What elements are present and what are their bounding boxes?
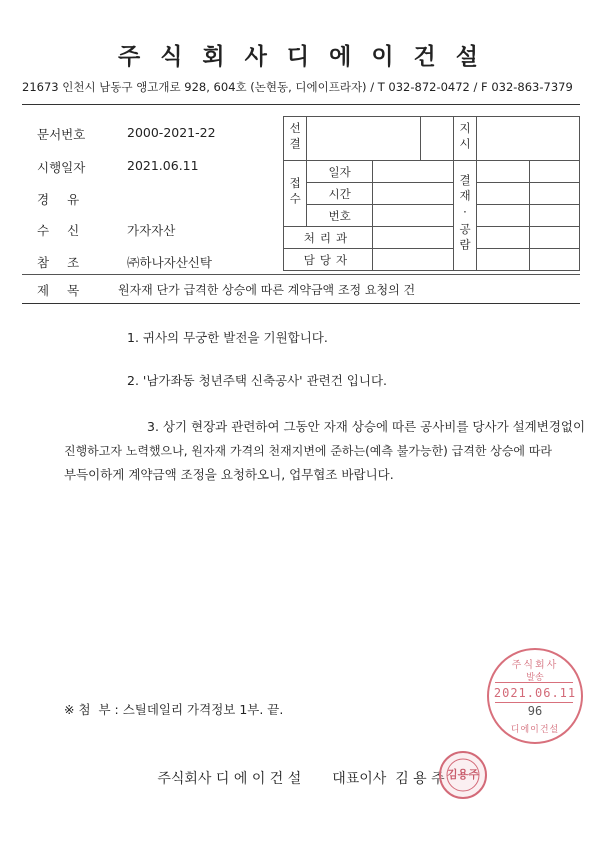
gyeoljae-label: 결재·공람 [453,161,476,271]
date-label: 시행일자 [37,160,86,175]
body-paragraph-3-line-2: 진행하고자 노력했으나, 원자재 가격의 천재지변에 준하는(예측 불가능한) 급격한 상승에 따라 [64,444,553,458]
gyeoljae-cell-g [477,227,530,249]
stamp-line-bottom [495,702,573,703]
stamp-number: 96 [527,704,543,718]
doc-no-label: 문서번호 [37,127,86,142]
body-paragraph-1: 1. 귀사의 무궁한 발전을 기원합니다. [127,330,328,345]
stamp-label: 발송 [526,673,544,683]
company-address: 21673 인천시 남동구 앵고개로 928, 604호 (논현동, 디에이프라자) / T 032-872-0472 / F 032-863-7379 [22,80,573,94]
subject-value: 원자재 단가 급격한 상승에 따른 계약금액 조정 요청의 건 [118,283,416,297]
ilja-cell [372,161,453,183]
footer-company: 주식회사 디 에 이 건 설 [157,771,302,787]
ref-label: 참조 [37,255,98,270]
body-paragraph-2: 2. '남가좌동 청년주택 신축공사' 관련건 입니다. [127,373,387,388]
sigan-cell [372,183,453,205]
body-paragraph-3-line-3: 부득이하게 계약금액 조정을 요청하오니, 업무협조 바랍니다. [64,467,394,482]
body-paragraph-3-line-1: 3. 상기 현장과 관련하여 그동안 자재 상승에 따른 공사비를 당사가 설계변경없이 [147,419,586,434]
damdangja-label: 담당자 [284,249,373,271]
gyeoljae-cell-e [477,205,530,227]
ref-value: ㈜하나자산신탁 [127,255,212,270]
stamp-date: 2021.06.11 [493,686,577,700]
date-value: 2021.06.11 [127,158,199,173]
gyeoljae-cell-d [529,183,579,205]
stamp-line-top [495,682,573,683]
gyeoljae-cell-j [529,249,579,271]
doc-no-value: 2000-2021-22 [127,125,216,140]
date-stamp [487,648,583,744]
stamp-bottom-text: 디에이건설 [510,725,560,735]
company-name: 주 식 회 사 디 에 이 건 설 [117,44,485,70]
cheorigwa-cell [372,227,453,249]
approval-table [283,116,580,271]
jisi-label: 지시 [453,117,476,161]
gyeoljae-cell-f [529,205,579,227]
company-seal [439,751,487,799]
beonho-label: 번호 [307,205,373,227]
beonho-cell [372,205,453,227]
subject-top-divider [22,274,580,275]
gyeoljae-cell-c [477,183,530,205]
jeopsu-label: 접수 [284,161,307,227]
seongyeol-label: 선결 [284,117,307,161]
gyeoljae-cell-a [477,161,530,183]
seal-text: 김용주 [447,768,479,781]
header-divider [22,104,580,105]
ilja-label: 일자 [307,161,373,183]
stamp-top-text: 주식회사 [511,660,559,671]
subject-label: 제목 [37,283,98,298]
seongyeol-cell [307,117,421,161]
gyeoljae-cell-h [529,227,579,249]
recipient-label: 수신 [37,223,98,238]
gyeoljae-cell-i [477,249,530,271]
jisi-cell [477,117,580,161]
subject-bottom-divider [22,303,580,304]
footer-ceo: 대표이사 김 용 주 [332,771,445,787]
via-label: 경유 [37,192,98,207]
attachment-line: ※ 첨 부 : 스틸데일리 가격정보 1부. 끝. [64,702,284,717]
recipient-value: 가자자산 [127,223,176,238]
seongyeol-cell-2 [421,117,454,161]
footer-signature [0,768,602,788]
cheorigwa-label: 처리과 [284,227,373,249]
damdangja-cell [372,249,453,271]
gyeoljae-cell-b [529,161,579,183]
sigan-label: 시간 [307,183,373,205]
